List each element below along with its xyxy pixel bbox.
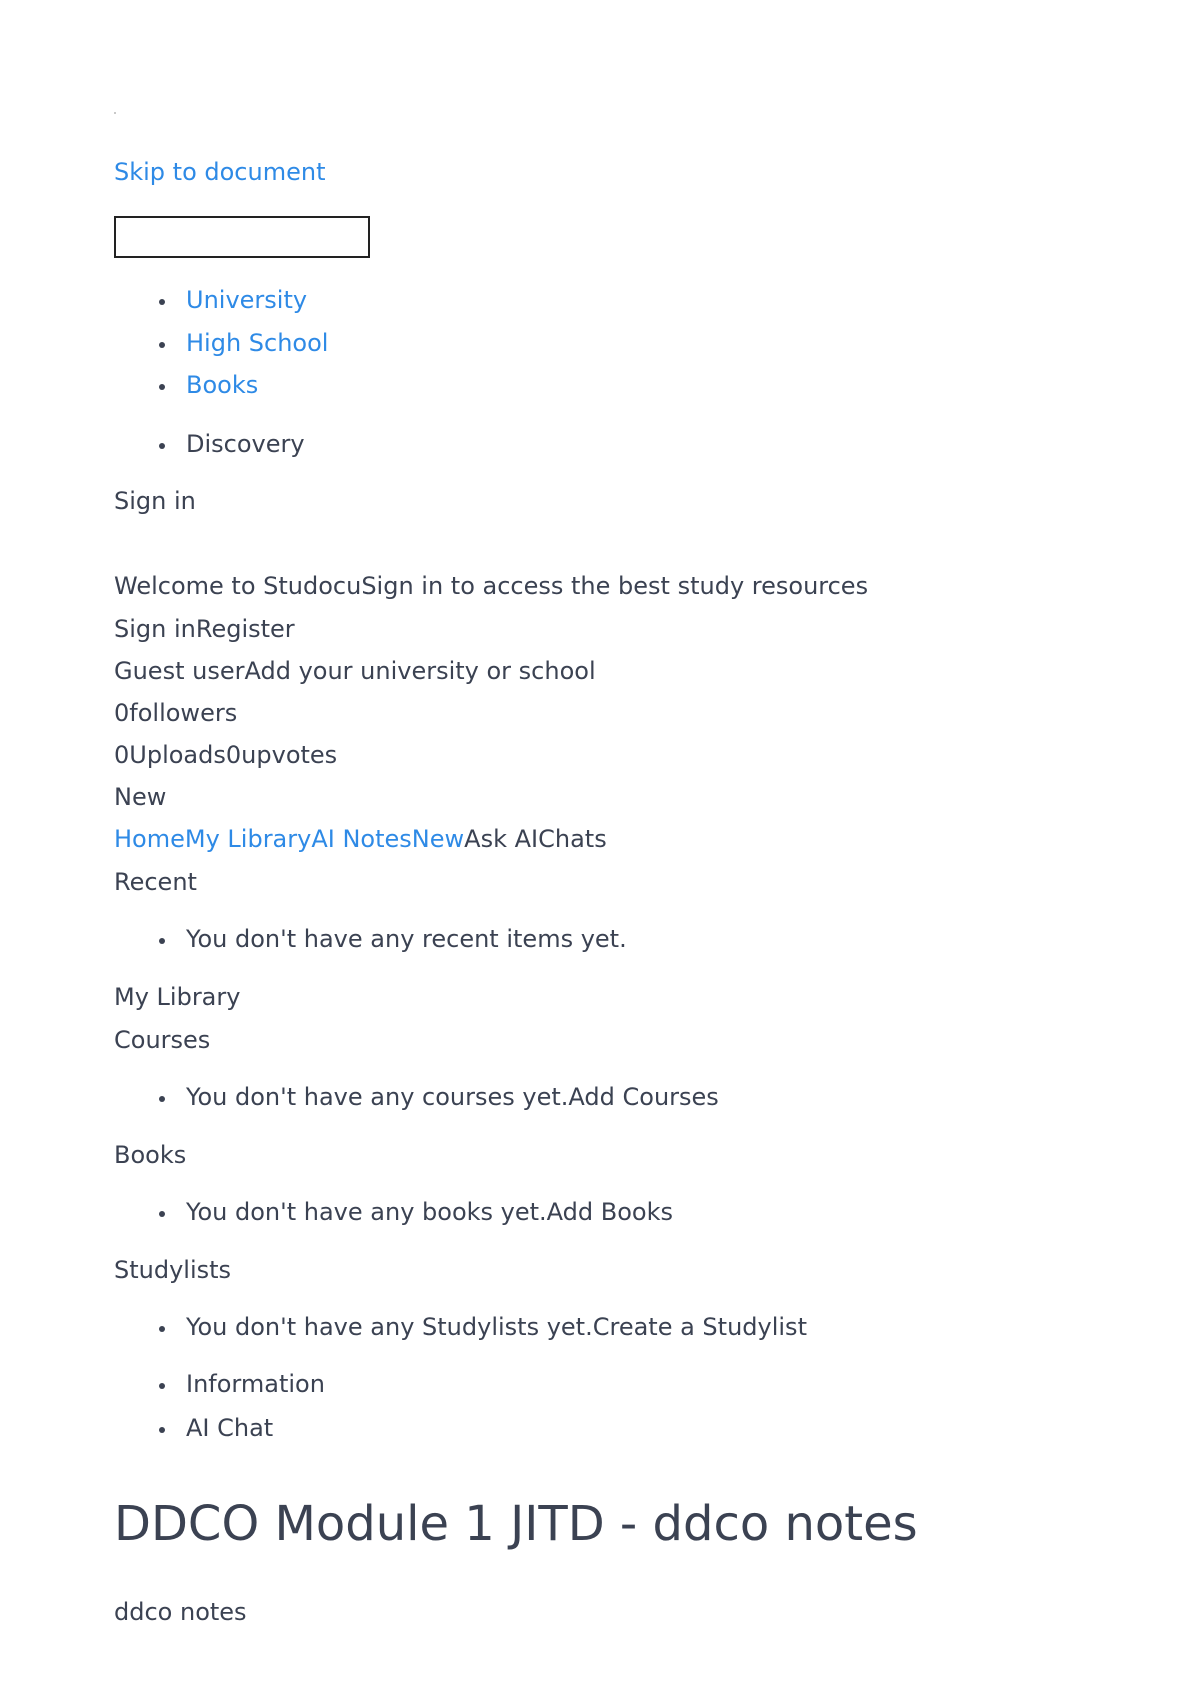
- studylists-empty-row: [186, 1313, 807, 1341]
- books-empty-text: You don't have any books yet.: [186, 1198, 547, 1226]
- nav-ai-notes-link[interactable]: AI Notes: [311, 825, 412, 853]
- auth-sign-in-button[interactable]: Sign in: [114, 615, 196, 643]
- nav-chats[interactable]: Chats: [538, 825, 607, 853]
- bullet-icon: [159, 299, 165, 305]
- skip-to-document-link[interactable]: Skip to document: [114, 158, 326, 186]
- profile-name: Guest user: [114, 657, 245, 685]
- uploads-label: Uploads: [129, 741, 226, 769]
- bullet-icon: [159, 1427, 165, 1433]
- courses-heading: Courses: [114, 1026, 211, 1054]
- followers-stat: [114, 699, 237, 727]
- new-badge: New: [114, 783, 167, 811]
- uploads-upvotes-stat: [114, 741, 337, 769]
- sign-in-button[interactable]: Sign in: [114, 487, 196, 515]
- studylists-heading: Studylists: [114, 1256, 232, 1284]
- books-empty-row: [186, 1198, 673, 1226]
- nav-home-link[interactable]: Home: [114, 825, 185, 853]
- recent-heading: Recent: [114, 868, 197, 896]
- bullet-icon: [159, 443, 165, 449]
- welcome-heading: Welcome to Studocu: [114, 572, 362, 600]
- books-heading: Books: [114, 1141, 187, 1169]
- bullet-icon: [159, 1383, 165, 1389]
- courses-empty-row: [186, 1083, 719, 1111]
- tab-information[interactable]: Information: [186, 1370, 325, 1398]
- auth-buttons: [114, 615, 295, 643]
- nav-university-link[interactable]: University: [186, 286, 308, 314]
- search-input[interactable]: [114, 216, 370, 258]
- nav-discovery[interactable]: Discovery: [186, 430, 305, 458]
- bullet-icon: [159, 1326, 165, 1332]
- logo-placeholder: [114, 112, 116, 114]
- main-nav: [114, 825, 607, 853]
- followers-label: followers: [129, 699, 238, 727]
- nav-new-badge[interactable]: New: [411, 825, 465, 853]
- profile-row: [114, 657, 596, 685]
- welcome-banner: [114, 572, 868, 600]
- register-button[interactable]: Register: [195, 615, 295, 643]
- document-subtitle: ddco notes: [114, 1598, 247, 1626]
- recent-empty-text: You don't have any recent items yet.: [186, 925, 627, 953]
- bullet-icon: [159, 384, 165, 390]
- upvotes-label: upvotes: [241, 741, 338, 769]
- add-books-link[interactable]: Add Books: [546, 1198, 673, 1226]
- tab-ai-chat[interactable]: AI Chat: [186, 1414, 274, 1442]
- uploads-count: 0: [114, 741, 130, 769]
- my-library-heading: My Library: [114, 983, 241, 1011]
- create-studylist-link[interactable]: Create a Studylist: [592, 1313, 807, 1341]
- add-courses-link[interactable]: Add Courses: [568, 1083, 719, 1111]
- nav-ask-ai[interactable]: Ask AI: [464, 825, 539, 853]
- upvotes-count: 0: [225, 741, 242, 769]
- courses-empty-text: You don't have any courses yet.: [186, 1083, 569, 1111]
- bullet-icon: [159, 1096, 165, 1102]
- bullet-icon: [159, 1211, 165, 1217]
- welcome-subtext: Sign in to access the best study resources: [361, 572, 869, 600]
- studylists-empty-text: You don't have any Studylists yet.: [186, 1313, 593, 1341]
- document-title: DDCO Module 1 JITD - ddco notes: [114, 1496, 918, 1552]
- nav-high-school-link[interactable]: High School: [186, 329, 329, 357]
- nav-my-library-link[interactable]: My Library: [184, 825, 312, 853]
- bullet-icon: [159, 938, 165, 944]
- nav-books-link[interactable]: Books: [186, 371, 259, 399]
- add-school-link[interactable]: Add your university or school: [244, 657, 596, 685]
- followers-count: 0: [114, 699, 130, 727]
- bullet-icon: [159, 342, 165, 348]
